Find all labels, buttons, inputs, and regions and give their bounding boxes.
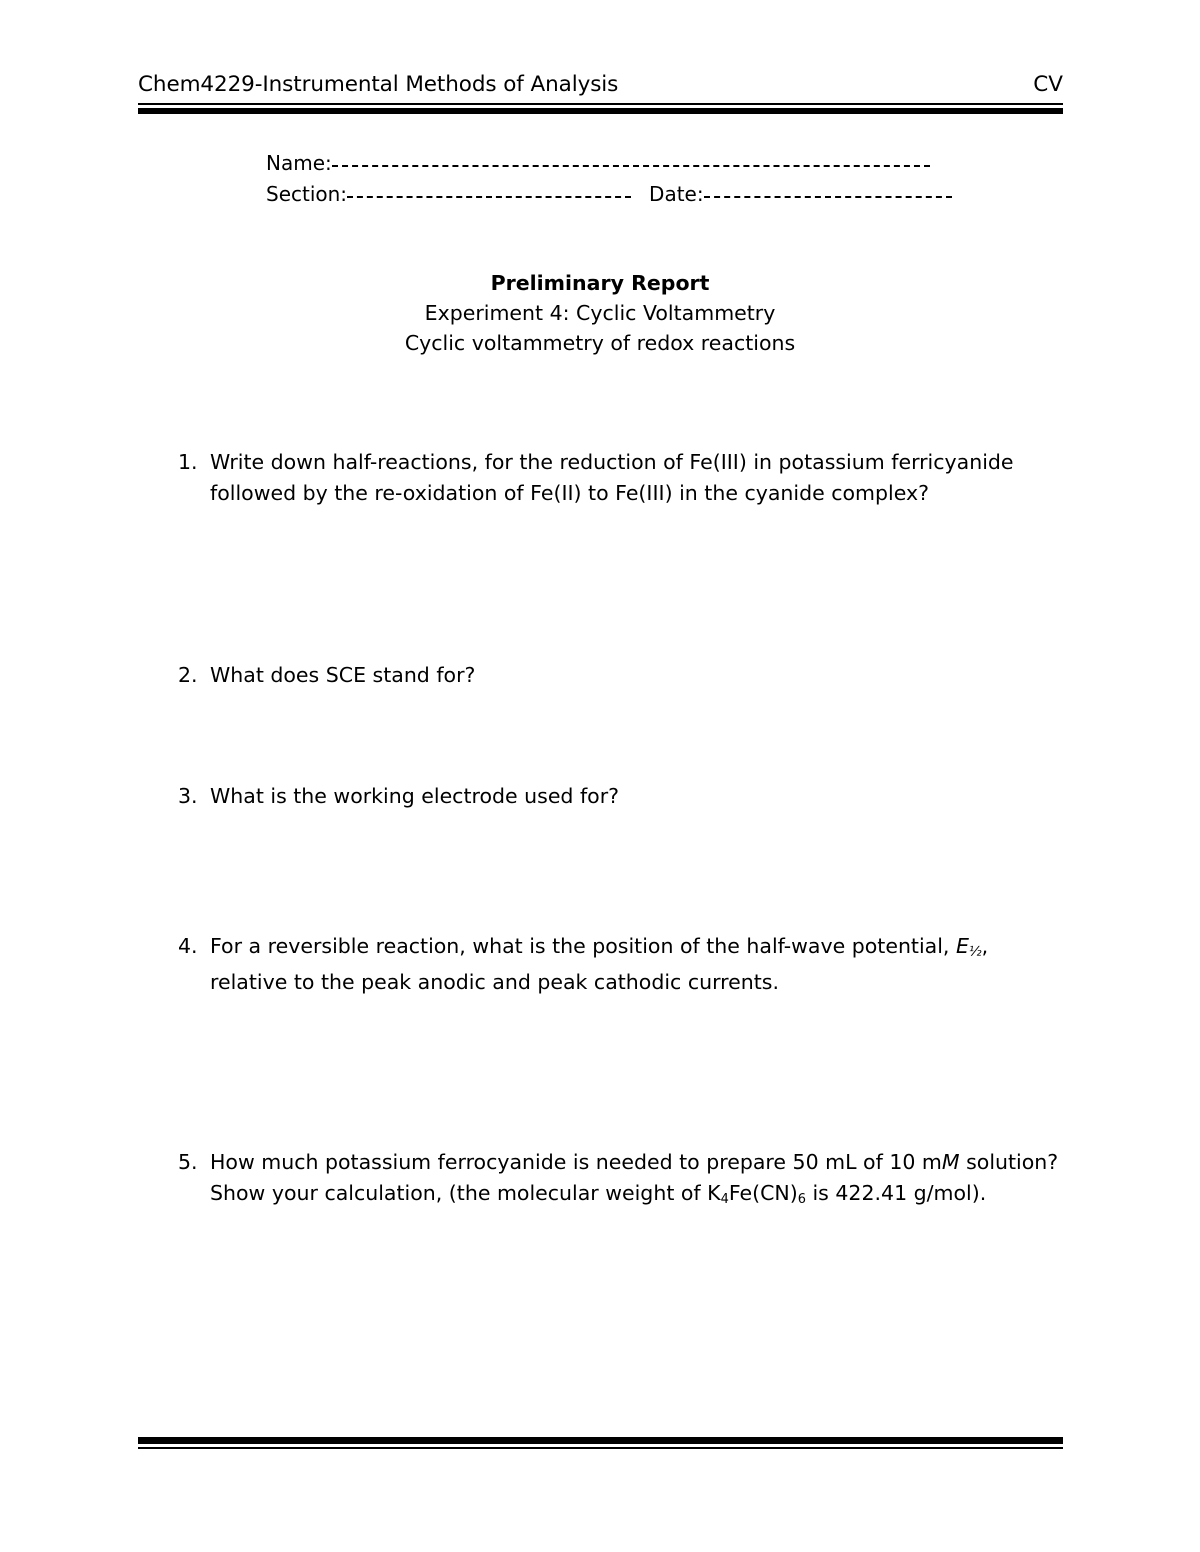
question-text-1: Write down half-reactions, for the reduction of Fe(III) in potassium ferricyanide followed by the re-oxidation of Fe(II) to Fe(III) in the cyanide complex? xyxy=(210,450,1014,505)
footer-divider-thick-line xyxy=(138,1437,1063,1444)
course-title: Chem4229-Instrumental Methods of Analysis xyxy=(138,72,619,97)
question-item-2 xyxy=(178,660,1068,691)
date-field-label: Date: xyxy=(649,182,704,206)
section-date-field-row xyxy=(266,179,966,210)
question-4-text-part1: For a reversible reaction, what is the position of the half-wave potential, xyxy=(210,934,956,958)
answer-space-1 xyxy=(178,509,1068,660)
question-number-5: 5. xyxy=(178,1150,198,1175)
question-number-4: 4. xyxy=(178,934,198,958)
answer-space-4 xyxy=(178,998,1068,1147)
question-item-4 xyxy=(178,931,1068,998)
half-wave-potential-symbol: E xyxy=(955,934,969,958)
report-type-heading: Preliminary Report xyxy=(490,271,710,295)
page-header xyxy=(138,72,1063,97)
header-right-label: CV xyxy=(1033,72,1063,97)
experiment-subtitle: Cyclic voltammetry of redox reactions xyxy=(404,331,796,355)
name-field-label: Name: xyxy=(266,151,332,175)
section-field-blank[interactable] xyxy=(347,184,631,201)
question-5-text-part3: is 422.41 g/mol). xyxy=(805,1181,987,1206)
fill-in-fields xyxy=(266,148,966,210)
answer-space-2 xyxy=(178,691,1068,781)
questions-list xyxy=(178,447,1068,1215)
answer-space-3 xyxy=(178,812,1068,931)
header-divider xyxy=(138,103,1063,114)
question-5-text-part1: How much potassium ferrocyanide is needed to prepare 50 mL of 10 m xyxy=(210,1150,942,1175)
question-number-3: 3. xyxy=(178,784,198,808)
formula-subscript-4: 4 xyxy=(720,1192,729,1208)
footer-divider xyxy=(138,1437,1063,1449)
question-5-text-part2: solution? Show your calculation, (the molecular weight of K xyxy=(210,1150,1059,1206)
date-field-blank[interactable] xyxy=(704,184,952,201)
experiment-heading: Experiment 4: Cyclic Voltammetry xyxy=(424,301,776,325)
footer-divider-thin-line xyxy=(138,1447,1063,1449)
question-number-2: 2. xyxy=(178,663,198,687)
half-wave-potential-subscript: ½ xyxy=(968,944,982,960)
question-text-2: What does SCE stand for? xyxy=(210,663,476,687)
question-item-5 xyxy=(178,1147,1068,1215)
title-block xyxy=(0,268,1200,358)
formula-subscript-6: 6 xyxy=(797,1192,806,1208)
section-field-label: Section: xyxy=(266,182,348,206)
question-item-3 xyxy=(178,781,1068,812)
question-4-text-part2: , relative to the peak anodic and peak cathodic currents. xyxy=(210,934,989,995)
name-field-blank[interactable] xyxy=(332,153,930,170)
question-number-1: 1. xyxy=(178,450,198,474)
question-text-5 xyxy=(210,1147,1068,1215)
question-text-3: What is the working electrode used for? xyxy=(210,784,620,808)
molar-concentration-symbol: M xyxy=(941,1150,960,1175)
header-divider-thick-line xyxy=(138,108,1063,114)
name-field-row xyxy=(266,148,966,179)
question-text-4 xyxy=(210,931,1068,998)
question-item-1 xyxy=(178,447,1068,509)
formula-middle: Fe(CN) xyxy=(728,1181,798,1206)
